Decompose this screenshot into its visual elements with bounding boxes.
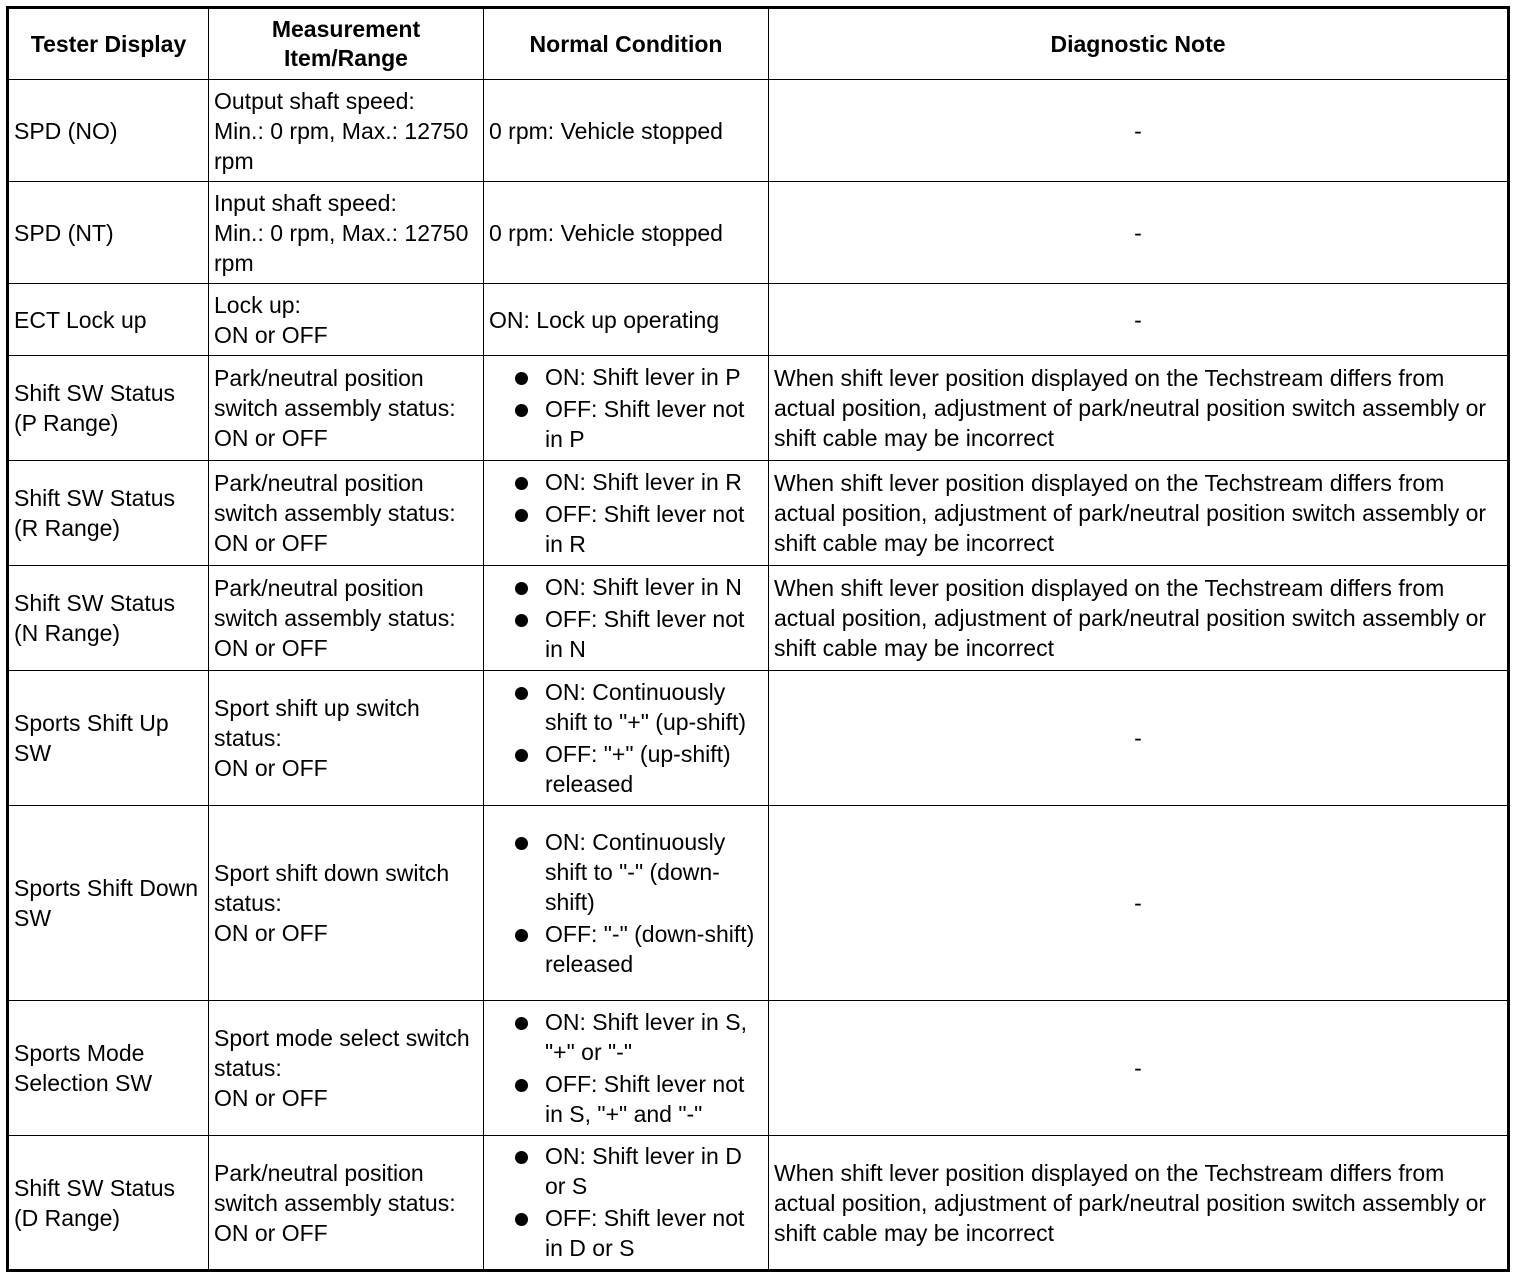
normal-condition-cell (484, 806, 769, 1001)
tester-display-cell: SPD (NT) (8, 182, 209, 284)
diagnostic-note-cell: - (769, 284, 1509, 356)
table-row (8, 671, 1509, 806)
diagnostic-note-cell: When shift lever position displayed on the Techstream differs from actual position, adjustment of park/neutral position switch assembly or shift cable may be incorrect (769, 566, 1509, 671)
measurement-cell: Park/neutral position switch assembly status: ON or OFF (209, 356, 484, 461)
condition-item: OFF: Shift lever not in S, "+" and "-" (515, 1069, 763, 1129)
tester-display-cell: Sports Mode Selection SW (8, 1001, 209, 1136)
normal-condition-list (489, 362, 763, 454)
table-row (8, 182, 1509, 284)
tester-display-cell: Shift SW Status (R Range) (8, 461, 209, 566)
condition-item: OFF: "-" (down-shift) released (515, 919, 763, 979)
measurement-cell: Sport shift down switch status: ON or OFF (209, 806, 484, 1001)
condition-item: OFF: Shift lever not in P (515, 394, 763, 454)
diagnostic-note-cell: When shift lever position displayed on the Techstream differs from actual position, adjustment of park/neutral position switch assembly or shift cable may be incorrect (769, 356, 1509, 461)
condition-item: OFF: Shift lever not in R (515, 499, 763, 559)
diagnostic-note-cell: - (769, 671, 1509, 806)
header-tester-display: Tester Display (8, 8, 209, 80)
header-normal-condition: Normal Condition (484, 8, 769, 80)
tester-display-cell: Shift SW Status (P Range) (8, 356, 209, 461)
normal-condition-list (489, 572, 763, 664)
condition-item: ON: Shift lever in R (515, 467, 763, 497)
condition-item: OFF: "+" (up-shift) released (515, 739, 763, 799)
normal-condition-list (489, 827, 763, 979)
tester-display-cell: Sports Shift Down SW (8, 806, 209, 1001)
condition-item: ON: Continuously shift to "-" (down-shift) (515, 827, 763, 917)
table-row (8, 1001, 1509, 1136)
normal-condition-list (489, 677, 763, 799)
diagnostic-note-cell: When shift lever position displayed on the Techstream differs from actual position, adjustment of park/neutral position switch assembly or shift cable may be incorrect (769, 1136, 1509, 1271)
normal-condition-list (489, 467, 763, 559)
measurement-cell: Park/neutral position switch assembly status: ON or OFF (209, 566, 484, 671)
diagnostic-note-cell: - (769, 806, 1509, 1001)
normal-condition-cell: ON: Lock up operating (484, 284, 769, 356)
condition-item: ON: Shift lever in P (515, 362, 763, 392)
condition-item: ON: Shift lever in N (515, 572, 763, 602)
header-measurement: Measurement Item/Range (209, 8, 484, 80)
normal-condition-cell (484, 671, 769, 806)
condition-item: ON: Shift lever in D or S (515, 1141, 763, 1201)
diagnostic-note-cell: - (769, 182, 1509, 284)
condition-item: OFF: Shift lever not in N (515, 604, 763, 664)
diagnostic-note-cell: - (769, 80, 1509, 182)
measurement-cell: Output shaft speed: Min.: 0 rpm, Max.: 12750 rpm (209, 80, 484, 182)
measurement-cell: Input shaft speed: Min.: 0 rpm, Max.: 12750 rpm (209, 182, 484, 284)
normal-condition-cell (484, 461, 769, 566)
measurement-cell: Sport shift up switch status: ON or OFF (209, 671, 484, 806)
condition-item: ON: Continuously shift to "+" (up-shift) (515, 677, 763, 737)
normal-condition-cell (484, 1136, 769, 1271)
table-row (8, 284, 1509, 356)
normal-condition-cell: 0 rpm: Vehicle stopped (484, 182, 769, 284)
data-list-table (6, 6, 1510, 1272)
measurement-cell: Lock up: ON or OFF (209, 284, 484, 356)
tester-display-cell: ECT Lock up (8, 284, 209, 356)
table-row (8, 1136, 1509, 1271)
diagnostic-note-cell: - (769, 1001, 1509, 1136)
tester-display-cell: Shift SW Status (D Range) (8, 1136, 209, 1271)
table-row (8, 80, 1509, 182)
header-row (8, 8, 1509, 80)
table-row (8, 566, 1509, 671)
condition-item: OFF: Shift lever not in D or S (515, 1203, 763, 1263)
table-row (8, 356, 1509, 461)
normal-condition-list (489, 1007, 763, 1129)
measurement-cell: Park/neutral position switch assembly status: ON or OFF (209, 1136, 484, 1271)
table-row (8, 461, 1509, 566)
normal-condition-cell: 0 rpm: Vehicle stopped (484, 80, 769, 182)
measurement-cell: Park/neutral position switch assembly status: ON or OFF (209, 461, 484, 566)
diagnostic-note-cell: When shift lever position displayed on the Techstream differs from actual position, adjustment of park/neutral position switch assembly or shift cable may be incorrect (769, 461, 1509, 566)
condition-item: ON: Shift lever in S, "+" or "-" (515, 1007, 763, 1067)
tester-display-cell: Shift SW Status (N Range) (8, 566, 209, 671)
normal-condition-cell (484, 356, 769, 461)
header-diagnostic-note: Diagnostic Note (769, 8, 1509, 80)
tester-display-cell: Sports Shift Up SW (8, 671, 209, 806)
normal-condition-cell (484, 566, 769, 671)
tester-display-cell: SPD (NO) (8, 80, 209, 182)
table-row (8, 806, 1509, 1001)
normal-condition-cell (484, 1001, 769, 1136)
normal-condition-list (489, 1141, 763, 1263)
measurement-cell: Sport mode select switch status: ON or OFF (209, 1001, 484, 1136)
